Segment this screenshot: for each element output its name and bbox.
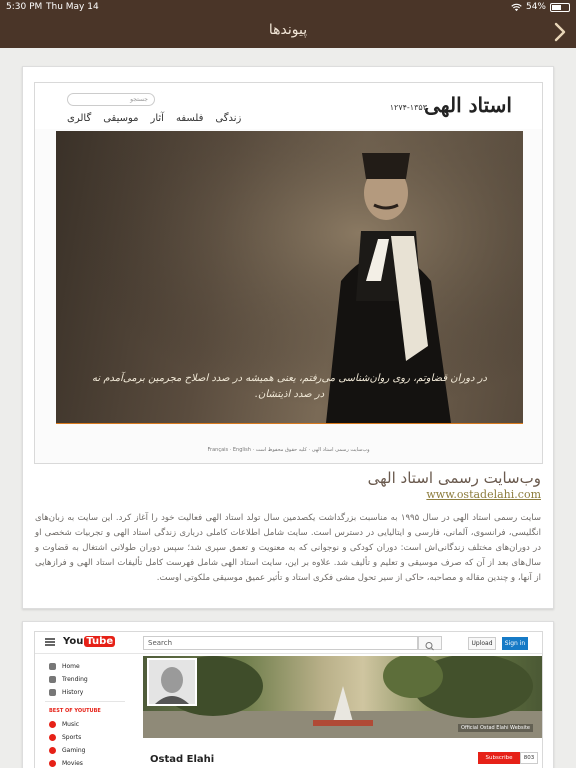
navigation-bar xyxy=(0,16,576,48)
home-icon xyxy=(49,663,56,670)
youtube-search-input: Search xyxy=(143,636,418,650)
subscriber-count: 803 xyxy=(520,752,538,764)
channel-banner xyxy=(143,656,543,738)
status-date: Thu May 14 xyxy=(46,2,99,12)
site-years: ۱۲۷۴-۱۳۵۳ xyxy=(389,103,427,112)
battery-icon xyxy=(550,3,570,12)
sidebar-item-label: Trending xyxy=(62,676,88,683)
channel-name: Ostad Elahi xyxy=(150,754,215,765)
best-of-heading: BEST OF YOUTUBE xyxy=(49,708,101,714)
sports-icon xyxy=(49,734,56,741)
site-footer-divider xyxy=(56,423,523,424)
site-nav-item: گالری xyxy=(67,113,92,124)
links-list[interactable] xyxy=(0,48,576,768)
youtube-sidebar xyxy=(35,654,135,768)
sidebar-item-music xyxy=(35,718,135,731)
avatar-portrait xyxy=(149,660,195,704)
upload-button: Upload xyxy=(468,637,496,650)
site-header xyxy=(35,83,542,129)
link-card-youtube[interactable] xyxy=(22,621,554,768)
youtube-logo-you: You xyxy=(63,636,84,647)
sidebar-item-sports xyxy=(35,731,135,744)
sidebar-item-label: Music xyxy=(62,721,80,728)
sidebar-item-label: History xyxy=(62,689,84,696)
sidebar-item-home xyxy=(35,660,135,673)
battery-percent: 54% xyxy=(525,2,546,12)
link-card-ostadelahi[interactable] xyxy=(22,66,554,609)
website-screenshot[interactable] xyxy=(34,82,543,464)
sidebar-divider xyxy=(45,701,125,702)
battery-fill xyxy=(552,5,561,10)
site-nav-item: فلسفه xyxy=(175,113,204,124)
sidebar-item-movies xyxy=(35,757,135,768)
search-icon xyxy=(418,636,442,650)
sidebar-item-history xyxy=(35,686,135,699)
link-url[interactable]: www.ostadelahi.com xyxy=(426,488,541,501)
hourglass-icon xyxy=(49,689,56,696)
youtube-logo xyxy=(63,636,115,647)
site-banner-photo xyxy=(56,131,523,423)
sign-in-button: Sign in xyxy=(502,637,528,650)
subscribe-button: Subscribe xyxy=(478,752,520,764)
link-description: سایت رسمی استاد الهی در سال ۱۹۹۵ به مناسبت بزرگداشت یکصدمین سال تولد استاد الهی فعالیت خود را آغاز کرد. این سایت به زبان‌های انگلیسی، فرانسوی، آلمانی، فارسی و ایتالیایی در دسترس است. سایت شامل اطلاعات کاملی درباری زندگی استاد الهی و تجربیات شخصی او در دوران‌های مختلف زندگانی‌اش است: دوران کودکی و نوجوانی که به معنویت و تعمق سپری شد؛ سپس دوران طولانی اشتغال به قضاوت و سال‌های بعد از آن که صرف موسیقی و تعلیم و تألیف شد. علاوه بر این، سایت استاد الهی شامل فهرست کامل تألیفات استاد الهی و فرازهایی از آنها، و چندین مقاله و مصاحبه، حاکی از سیر تحول مشی فکری استاد و تأثیر عمیق موسیقی ملکوتی اوست. xyxy=(35,513,541,583)
page-title: پیوندها xyxy=(268,22,308,38)
flame-icon xyxy=(49,676,56,683)
sidebar-item-label: Movies xyxy=(62,760,83,767)
site-nav-item: آثار xyxy=(150,113,164,124)
sidebar-item-trending xyxy=(35,673,135,686)
youtube-logo-tube: Tube xyxy=(86,636,114,647)
movies-icon xyxy=(49,760,56,767)
status-bar xyxy=(0,0,576,16)
menu-icon xyxy=(45,638,55,646)
status-right xyxy=(511,2,570,12)
channel-avatar xyxy=(147,658,197,706)
sidebar-item-label: Sports xyxy=(62,734,82,741)
sidebar-item-label: Home xyxy=(62,663,80,670)
site-footer: وب‌سایت رسمی استاد الهی · کلیه حقوق محفوظ است · Français · English xyxy=(207,447,370,453)
sidebar-item-label: Gaming xyxy=(62,747,86,754)
site-nav-item: موسیقی xyxy=(103,113,139,124)
site-search-box: جستجو xyxy=(67,93,155,106)
youtube-screenshot[interactable] xyxy=(34,631,543,768)
back-button[interactable] xyxy=(550,19,570,45)
music-icon xyxy=(49,721,56,728)
sidebar-item-gaming xyxy=(35,744,135,757)
official-website-link: Official Ostad Elahi Website xyxy=(458,724,533,732)
site-nav xyxy=(67,113,241,124)
youtube-topbar xyxy=(35,632,542,654)
link-title: وب‌سایت رسمی استاد الهی xyxy=(367,469,541,487)
site-nav-item: زندگی xyxy=(215,113,242,124)
site-logo: استاد الهی xyxy=(424,93,512,117)
status-time: 5:30 PM xyxy=(6,2,43,12)
gaming-icon xyxy=(49,747,56,754)
wifi-icon xyxy=(511,3,522,12)
chevron-right-icon xyxy=(554,22,566,42)
banner-quote: در دوران قضاوتم، روی روان‌شناسی می‌رفتم، یعنی همیشه در صدد اصلاح مجرمین برمی‌آمدم نه در صدد اذیتشان. xyxy=(92,373,487,400)
